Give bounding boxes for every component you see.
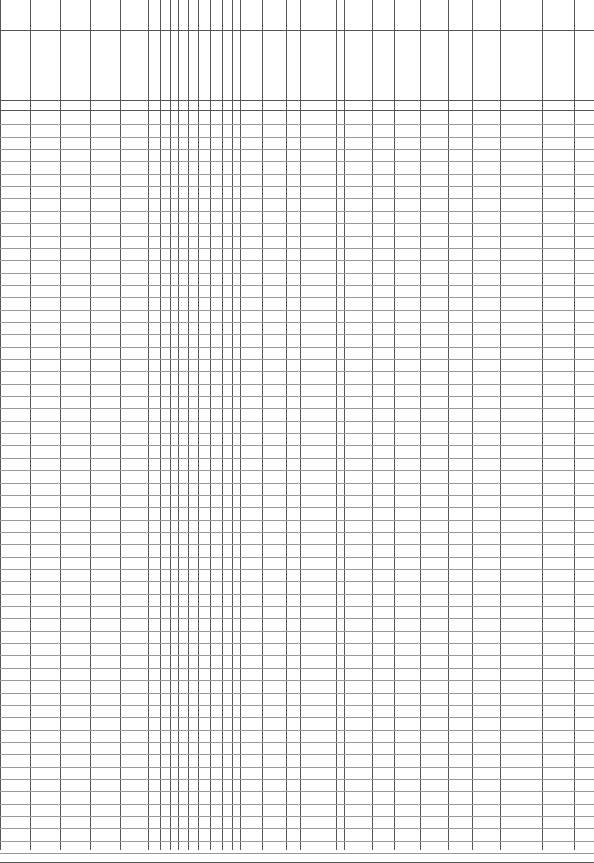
grid-vline <box>210 0 211 850</box>
grid-hline <box>0 643 594 644</box>
grid-vline <box>286 0 287 850</box>
grid-vline <box>222 0 223 850</box>
grid-hline <box>0 433 594 434</box>
grid-vline <box>30 0 31 850</box>
grid-vline <box>300 0 301 850</box>
grid-vline <box>178 0 179 850</box>
grid-vline <box>90 0 91 850</box>
grid-hline <box>0 137 594 138</box>
grid-hline <box>0 149 594 150</box>
grid-hline <box>0 606 594 607</box>
grid-vline <box>472 0 473 850</box>
grid-vline <box>160 0 161 850</box>
grid-hline <box>0 236 594 237</box>
grid-hline <box>0 359 594 360</box>
grid-hline <box>0 544 594 545</box>
grid-hline <box>0 445 594 446</box>
grid-hline <box>0 334 594 335</box>
grid-hline <box>0 186 594 187</box>
grid-hline <box>0 742 594 743</box>
grid-hline <box>0 161 594 162</box>
grid-vline <box>420 0 421 850</box>
grid-hline <box>0 791 594 792</box>
grid-hline <box>0 223 594 224</box>
grid-vline <box>120 0 121 850</box>
grid-hline <box>0 680 594 681</box>
grid-hline <box>0 693 594 694</box>
grid-hline <box>0 730 594 731</box>
grid-hline <box>0 717 594 718</box>
grid-hline <box>0 248 594 249</box>
grid-hline <box>0 322 594 323</box>
grid-vline <box>574 0 575 850</box>
grid-hline <box>0 458 594 459</box>
grid-vline <box>344 0 345 850</box>
grid-hline <box>0 211 594 212</box>
grid-hline <box>0 421 594 422</box>
grid-vline <box>232 0 233 850</box>
grid-vline <box>542 0 543 850</box>
grid-hline <box>0 371 594 372</box>
grid-hline <box>0 828 594 829</box>
grid-hline <box>0 532 594 533</box>
grid-hline <box>0 754 594 755</box>
grid-vline <box>170 0 171 850</box>
grid-hline <box>0 495 594 496</box>
grid-hline <box>0 631 594 632</box>
grid-hline <box>0 470 594 471</box>
grid-hline <box>0 285 594 286</box>
grid-vline <box>372 0 373 850</box>
grid-vline <box>188 0 189 850</box>
grid-vline <box>240 0 241 850</box>
grid-hline <box>0 816 594 817</box>
grid-hline <box>0 853 594 854</box>
grid-hline <box>0 384 594 385</box>
grid-hline <box>0 310 594 311</box>
grid-hline <box>0 124 594 125</box>
grid-hline <box>0 581 594 582</box>
grid-hline <box>0 347 594 348</box>
grid-hline <box>0 594 594 595</box>
grid-hline <box>0 520 594 521</box>
grid-hline <box>0 507 594 508</box>
grid-hline <box>0 655 594 656</box>
grid-vline <box>336 0 337 850</box>
grid-vline <box>60 0 61 850</box>
grid-hline <box>0 396 594 397</box>
grid-hline <box>0 779 594 780</box>
grid-vline <box>262 0 263 850</box>
grid-vline <box>394 0 395 850</box>
grid-hline <box>0 30 594 31</box>
grid-hline <box>0 174 594 175</box>
grid-hline <box>0 767 594 768</box>
grid-hline <box>0 110 594 111</box>
grid-vline <box>198 0 199 850</box>
grid-hline <box>0 273 594 274</box>
grid-hline <box>0 260 594 261</box>
grid-vline <box>500 0 501 850</box>
grid-hline <box>0 408 594 409</box>
grid-hline <box>0 618 594 619</box>
grid-hline <box>0 569 594 570</box>
grid-hline <box>0 804 594 805</box>
grid-vline <box>148 0 149 850</box>
grid-hline <box>0 483 594 484</box>
grid-hline <box>0 557 594 558</box>
grid-vline <box>448 0 449 850</box>
grid-hline <box>0 705 594 706</box>
grid-hline <box>0 841 594 842</box>
grid-hline <box>0 297 594 298</box>
grid-hline <box>0 100 594 101</box>
grid-hline <box>0 668 594 669</box>
grid-hline <box>0 198 594 199</box>
grid-vline <box>0 0 1 850</box>
